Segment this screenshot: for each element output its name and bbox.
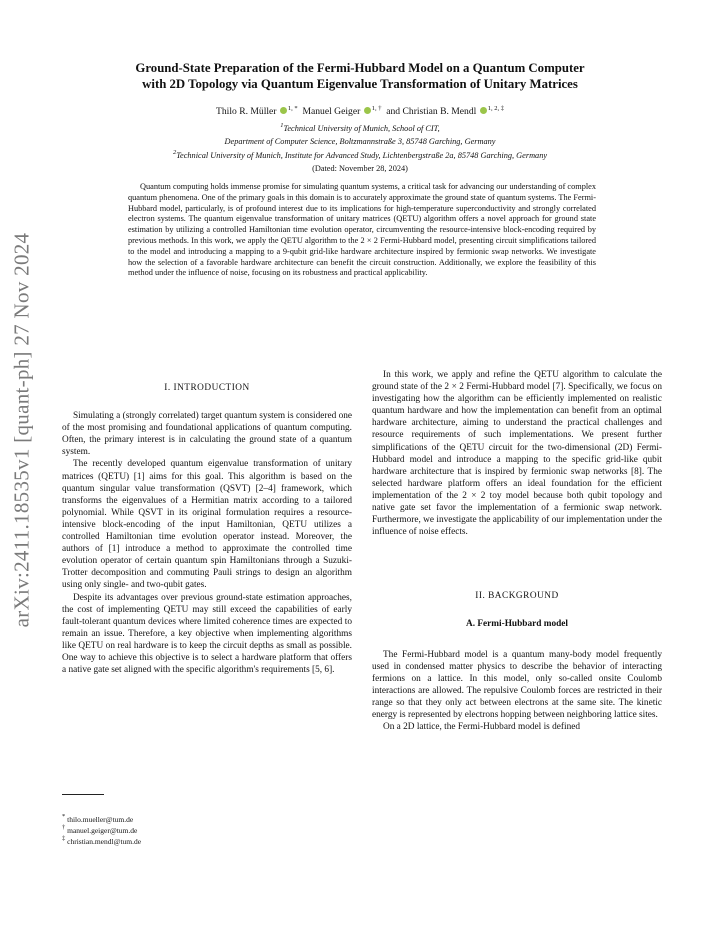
paragraph: The recently developed quantum eigenvalue transformation of unitary matrices (QETU) [1] aims for this goal. This algorithm is based on the quantum singular value transformation (QSVT) [2–4] framework, which transforms the eigenvalues of a Hermitian matrix according to a tailored polynomial. While QSVT in its original formulation requires a resource-intensive block-encoding of the input Hamiltonian, QETU utilizes a controlled Hamiltonian time evolution operator instead. Moreover, the authors of [1] introduce a method to approximate the controlled time evolution operator of certain quantum spin Hamiltonians through a Suzuki-Trotter decomposition and commuting Pauli strings to design an algorithm using only single- and two-qubit gates. — [62, 459, 352, 591]
orcid-icon[interactable] — [364, 107, 371, 114]
footnote-divider — [62, 794, 104, 795]
email-link[interactable]: thilo.mueller@tum.de — [67, 815, 134, 824]
abstract-text: Quantum computing holds immense promise for simulating quantum systems, a critical task for advancing our understanding of complex quantum phenomena. One of the primary goals in this domain is to accurately approximate the ground state of quantum systems. The Fermi-Hubbard model, particularly, is of profound interest due to its implications for high-temperature superconductivity and strongly correlated electron systems. The quantum eigenvalue transformation of unitary matrices (QETU) algorithm offers a novel approach for ground state estimation by utilizing a controlled Hamiltonian time evolution operator, circumventing the resource-intensive block-encoding required by previous methods. In this work, we apply the QETU algorithm to the 2 × 2 Fermi-Hubbard model, presenting circuit simplifications tailored to the model and introducing a mapping to a 9-qubit grid-like hardware architecture inspired by fermionic swap networks. We investigate how the selection of a favorable hardware architecture can benefit the circuit construction. Additionally, we explore the feasibility of this method under the influence of noise, focusing on its robustness and practical applicability. — [128, 182, 596, 278]
left-column — [62, 382, 352, 676]
author-marks: 1, 2, ‡ — [487, 105, 504, 112]
affiliation-mark: 2 — [172, 149, 177, 156]
section-heading-introduction: I. INTRODUCTION — [164, 383, 250, 393]
author-marks: 1, * — [287, 105, 298, 112]
orcid-icon[interactable] — [280, 107, 287, 114]
paragraph: The Fermi-Hubbard model is a quantum many-body model frequently used in condensed matter physics to describe the behavior of interacting fermions on a lattice. In this model, only so-called onsite Coulomb interactions are allowed. The repulsive Coulomb forces are restricted in their range so that they only act between electrons at the same site. The kinetic energy is represented by electrons hopping between neighboring lattice sites. — [372, 649, 662, 720]
author-name: Manuel Geiger — [302, 106, 361, 117]
footnote-mark: * — [62, 813, 66, 820]
footnote-mark: † — [62, 824, 66, 831]
author-name: Christian B. Mendl — [402, 106, 477, 117]
footnotes — [62, 814, 352, 847]
footnote — [62, 814, 352, 825]
section-heading-background: II. BACKGROUND — [475, 591, 559, 602]
paragraph: Simulating a (strongly correlated) target quantum system is considered one of the most promising and foundational applications of quantum computing. Often, the primary interest is in calculating the ground state of a quantum system. — [62, 411, 352, 458]
paragraph: Despite its advantages over previous ground-state estimation approaches, the cost of implementing QETU may still exceed the capabilities of early fault-tolerant quantum devices where limited coherence times are expected to remain an issue. Therefore, a key objective when implementing algorithms like QETU on real hardware is to keep the circuit depths as small as possible. One way to achieve this objective is to select a hardware platform that offers a native gate set aligned with the specific algorithm's requirements [5, 6]. — [62, 592, 352, 676]
title-line-1: Ground-State Preparation of the Fermi-Hubbard Model on a Quantum Computer — [135, 61, 585, 75]
title-line-2: with 2D Topology via Quantum Eigenvalue Transformation of Unitary Matrices — [142, 77, 578, 91]
arxiv-identifier-stamp — [4, 210, 40, 650]
author-name: Thilo R. Müller — [216, 106, 277, 117]
dated-line: (Dated: November 28, 2024) — [312, 164, 408, 173]
affiliation-2 — [60, 151, 660, 160]
author-marks: 1, † — [371, 105, 382, 112]
paragraph: On a 2D lattice, the Fermi-Hubbard model is defined — [383, 722, 580, 733]
arxiv-id-text: arXiv:2411.18535v1 [quant-ph] 27 Nov 2024 — [9, 232, 34, 628]
affiliation-mark: 1 — [280, 122, 284, 129]
affiliation-1-line-1 — [60, 124, 660, 133]
email-link[interactable]: manuel.geiger@tum.de — [67, 826, 138, 835]
affiliation-text: Department of Computer Science, Boltzmannstraße 3, 85748 Garching, Germany — [224, 137, 496, 146]
orcid-icon[interactable] — [480, 107, 487, 114]
abstract — [128, 182, 596, 279]
footnote — [62, 825, 352, 836]
right-column — [372, 369, 662, 733]
author-connector: and — [386, 106, 401, 117]
affiliation-text: Technical University of Munich, School of CIT, — [283, 124, 440, 133]
affiliation-text: Technical University of Munich, Institute for Advanced Study, Lichtenbergstraße 2a, 85748 Garching, Germany — [176, 151, 548, 160]
paper-title — [60, 60, 660, 92]
affiliation-1-line-2 — [60, 137, 660, 146]
email-link[interactable]: christian.mendl@tum.de — [67, 837, 142, 846]
subsection-heading-fermi-hubbard: A. Fermi-Hubbard model — [465, 619, 568, 630]
footnote — [62, 836, 352, 847]
author-list — [60, 106, 660, 117]
paragraph: In this work, we apply and refine the QETU algorithm to calculate the ground state of the 2 × 2 Fermi-Hubbard model [7]. Specifically, we focus on investigating how the algorithm can be efficiently implemented on realistic quantum hardware and how the implementation can benefit from an optimal hardware architecture, aiming to understand the practical challenges and resource requirements of such implementations. We present further simplifications of the QETU circuit for the two-dimensional (2D) Fermi-Hubbard model and introduce a mapping to the specific grid-like qubit hardware architecture that is inspired by fermionic swap networks [8]. The selected hardware platform offers an ideal foundation for the efficient implementation of the 2 × 2 toy model because both qubit topology and native gate set favor the implementation of a fermionic swap network. Furthermore, we investigate the applicability of our implementation under the influence of noise effects. — [372, 370, 662, 538]
footnote-mark: ‡ — [62, 835, 66, 842]
